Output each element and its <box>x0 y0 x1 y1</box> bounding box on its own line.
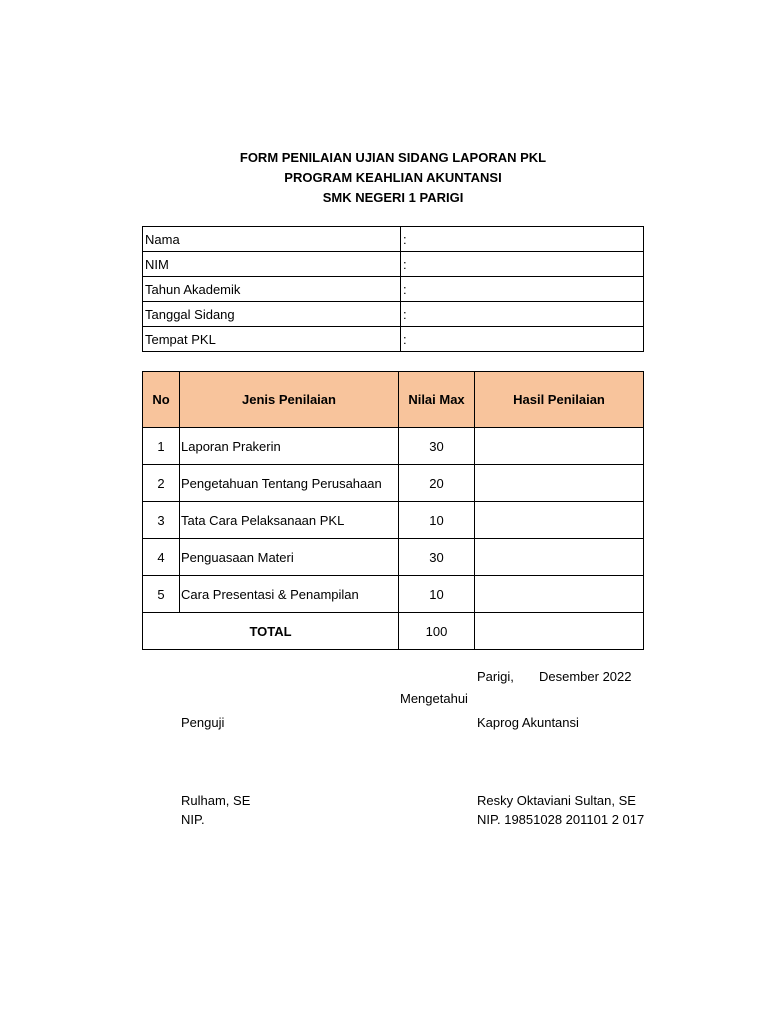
total-max: 100 <box>399 613 475 650</box>
row-no: 1 <box>143 428 180 465</box>
table-row <box>143 428 644 465</box>
row-jenis: Laporan Prakerin <box>180 428 399 465</box>
student-info-table <box>142 226 644 352</box>
row-hasil-field[interactable] <box>475 502 644 539</box>
row-hasil-field[interactable] <box>475 576 644 613</box>
header-hasil-penilaian: Hasil Penilaian <box>475 372 644 428</box>
title-line-3: SMK NEGERI 1 PARIGI <box>322 190 464 205</box>
row-jenis: Cara Presentasi & Penampilan <box>180 576 399 613</box>
table-row <box>143 576 644 613</box>
info-value-field[interactable]: : <box>401 302 644 327</box>
acknowledge-text: Mengetahui <box>400 691 468 706</box>
info-value-field[interactable]: : <box>401 227 644 252</box>
info-value-field[interactable]: : <box>401 252 644 277</box>
score-header-row <box>143 372 644 428</box>
header-nilai-max: Nilai Max <box>399 372 475 428</box>
info-label: Tahun Akademik <box>143 277 401 302</box>
right-signer-nip: NIP. 19851028 201101 2 017 <box>477 812 645 827</box>
left-signer-nip: NIP. <box>181 812 205 827</box>
left-signer-name: Rulham, SE <box>181 793 251 808</box>
info-row-nama <box>143 227 644 252</box>
header-jenis-penilaian: Jenis Penilaian <box>180 372 399 428</box>
info-label: NIM <box>143 252 401 277</box>
info-row-tempat-pkl <box>143 327 644 352</box>
left-signer-role: Penguji <box>181 715 225 730</box>
info-label: Tanggal Sidang <box>143 302 401 327</box>
title-line-2: PROGRAM KEAHLIAN AKUNTANSI <box>284 170 502 185</box>
total-hasil-field[interactable] <box>475 613 644 650</box>
row-jenis: Tata Cara Pelaksanaan PKL <box>180 502 399 539</box>
row-max: 10 <box>399 576 475 613</box>
info-row-tanggal-sidang <box>143 302 644 327</box>
signature-date: Desember 2022 <box>539 669 632 684</box>
row-max: 10 <box>399 502 475 539</box>
info-row-nim <box>143 252 644 277</box>
row-no: 3 <box>143 502 180 539</box>
row-hasil-field[interactable] <box>475 539 644 576</box>
form-title <box>0 148 768 208</box>
info-label: Tempat PKL <box>143 327 401 352</box>
info-label: Nama <box>143 227 401 252</box>
row-jenis: Penguasaan Materi <box>180 539 399 576</box>
title-line-1: FORM PENILAIAN UJIAN SIDANG LAPORAN PKL <box>239 150 547 165</box>
row-hasil-field[interactable] <box>475 465 644 502</box>
row-jenis: Pengetahuan Tentang Perusahaan <box>180 465 399 502</box>
row-no: 5 <box>143 576 180 613</box>
signature-place: Parigi, <box>477 669 514 684</box>
row-hasil-field[interactable] <box>475 428 644 465</box>
right-signer-name: Resky Oktaviani Sultan, SE <box>477 793 636 808</box>
info-value-field[interactable]: : <box>401 277 644 302</box>
info-value-field[interactable]: : <box>401 327 644 352</box>
row-max: 30 <box>399 428 475 465</box>
info-row-tahun-akademik <box>143 277 644 302</box>
total-label: TOTAL <box>143 613 399 650</box>
table-row <box>143 502 644 539</box>
total-row <box>143 613 644 650</box>
table-row <box>143 465 644 502</box>
right-signer-role: Kaprog Akuntansi <box>477 715 579 730</box>
score-table <box>142 371 644 650</box>
row-no: 4 <box>143 539 180 576</box>
header-no: No <box>143 372 180 428</box>
row-max: 20 <box>399 465 475 502</box>
table-row <box>143 539 644 576</box>
row-no: 2 <box>143 465 180 502</box>
row-max: 30 <box>399 539 475 576</box>
